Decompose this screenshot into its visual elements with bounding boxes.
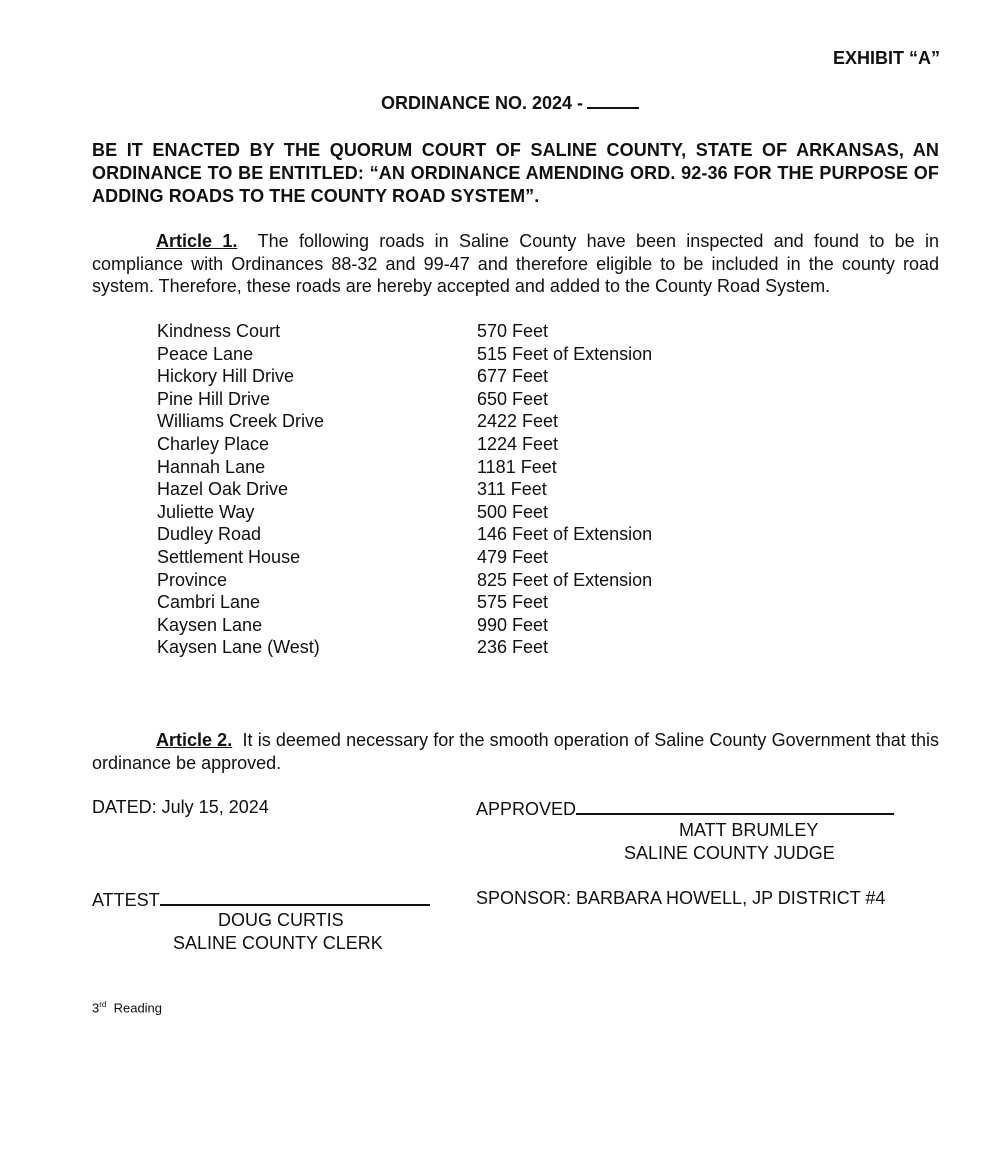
road-row [157, 478, 737, 501]
road-name: Hazel Oak Drive [157, 479, 289, 500]
road-length: 990 Feet [477, 614, 549, 635]
approved-label: APPROVED [476, 799, 577, 819]
road-row [157, 636, 737, 659]
road-length: 146 Feet of Extension [477, 524, 653, 545]
road-row [157, 614, 737, 637]
road-row [157, 501, 737, 524]
road-name: Juliette Way [157, 501, 255, 522]
road-length: 500 Feet [477, 501, 549, 522]
road-row [157, 343, 737, 366]
road-length: 677 Feet [477, 366, 549, 387]
judge-name: MATT BRUMLEY [679, 820, 819, 840]
approved-signature-line [576, 797, 894, 815]
road-length: 311 Feet [477, 479, 547, 500]
judge-title: SALINE COUNTY JUDGE [624, 843, 835, 863]
article-2-label: Article 2. [156, 730, 233, 750]
clerk-name: DOUG CURTIS [218, 910, 344, 930]
road-name: Settlement House [157, 546, 301, 567]
article-2-text: It is deemed necessary for the smooth operation of Saline County Government that this ordinance be approved. [92, 730, 939, 773]
attest-signature-line [160, 888, 430, 906]
road-length: 1224 Feet [477, 433, 559, 454]
dated-line: DATED: July 15, 2024 [92, 797, 269, 817]
road-length: 570 Feet [477, 321, 549, 341]
article-1 [92, 230, 939, 298]
road-row [157, 320, 737, 343]
road-row [157, 523, 737, 546]
road-name: Kindness Court [157, 321, 281, 341]
road-name: Dudley Road [157, 524, 262, 545]
road-name: Kaysen Lane (West) [157, 637, 320, 658]
road-row [157, 569, 737, 592]
road-name: Charley Place [157, 433, 270, 454]
reading-label: Reading [113, 1000, 163, 1016]
road-list [157, 320, 737, 659]
enactment-clause: BE IT ENACTED BY THE QUORUM COURT OF SALINE COUNTY, STATE OF ARKANSAS, AN ORDINANCE TO BE ENTITLED: “AN ORDINANCE AMENDING ORD. 92-36 FOR THE PURPOSE OF ADDING ROADS TO THE COUNTY ROAD SYSTEM”. [92, 140, 939, 206]
clerk-title: SALINE COUNTY CLERK [173, 933, 383, 953]
road-name: Province [157, 569, 228, 590]
approved-line [476, 797, 894, 820]
road-length: 650 Feet [477, 388, 549, 409]
attest-line [92, 888, 430, 911]
road-length: 2422 Feet [477, 411, 559, 432]
road-length: 575 Feet [477, 592, 549, 613]
article-1-text: The following roads in Saline County have been inspected and found to be in compliance with Ordinances 88-32 and 99-47 and therefore eligible to be included in the county road system. Therefore, these roads are hereby accepted and added to the County Road System. [92, 231, 939, 296]
road-length: 515 Feet of Extension [477, 343, 653, 364]
road-name: Peace Lane [157, 343, 254, 364]
reading-footer [92, 1000, 162, 1015]
road-name: Cambri Lane [157, 592, 261, 613]
article-1-label: Article 1. [156, 231, 238, 251]
road-length: 236 Feet [477, 637, 549, 658]
reading-number: 3 [92, 1000, 100, 1016]
road-name: Williams Creek Drive [157, 411, 325, 432]
exhibit-label: EXHIBIT “A” [832, 48, 940, 68]
ordinance-number [381, 93, 639, 114]
road-name: Kaysen Lane [157, 614, 263, 635]
road-length: 479 Feet [477, 546, 549, 567]
article-2 [92, 729, 939, 774]
attest-label: ATTEST [92, 890, 160, 910]
road-length: 1181 Feet [477, 456, 557, 477]
road-row [157, 388, 737, 411]
road-length: 825 Feet of Extension [477, 569, 653, 590]
road-name: Pine Hill Drive [157, 388, 271, 409]
ordinance-number-blank [587, 93, 639, 109]
road-row [157, 410, 737, 433]
road-row [157, 591, 737, 614]
road-name: Hannah Lane [157, 456, 266, 477]
road-row [157, 456, 737, 479]
road-row [157, 546, 737, 569]
reading-suffix: rd [99, 1000, 107, 1009]
road-row [157, 433, 737, 456]
road-row [157, 365, 737, 388]
ordinance-number-text: ORDINANCE NO. 2024 - [381, 93, 584, 113]
sponsor-line: SPONSOR: BARBARA HOWELL, JP DISTRICT #4 [476, 888, 886, 908]
road-name: Hickory Hill Drive [157, 366, 295, 387]
